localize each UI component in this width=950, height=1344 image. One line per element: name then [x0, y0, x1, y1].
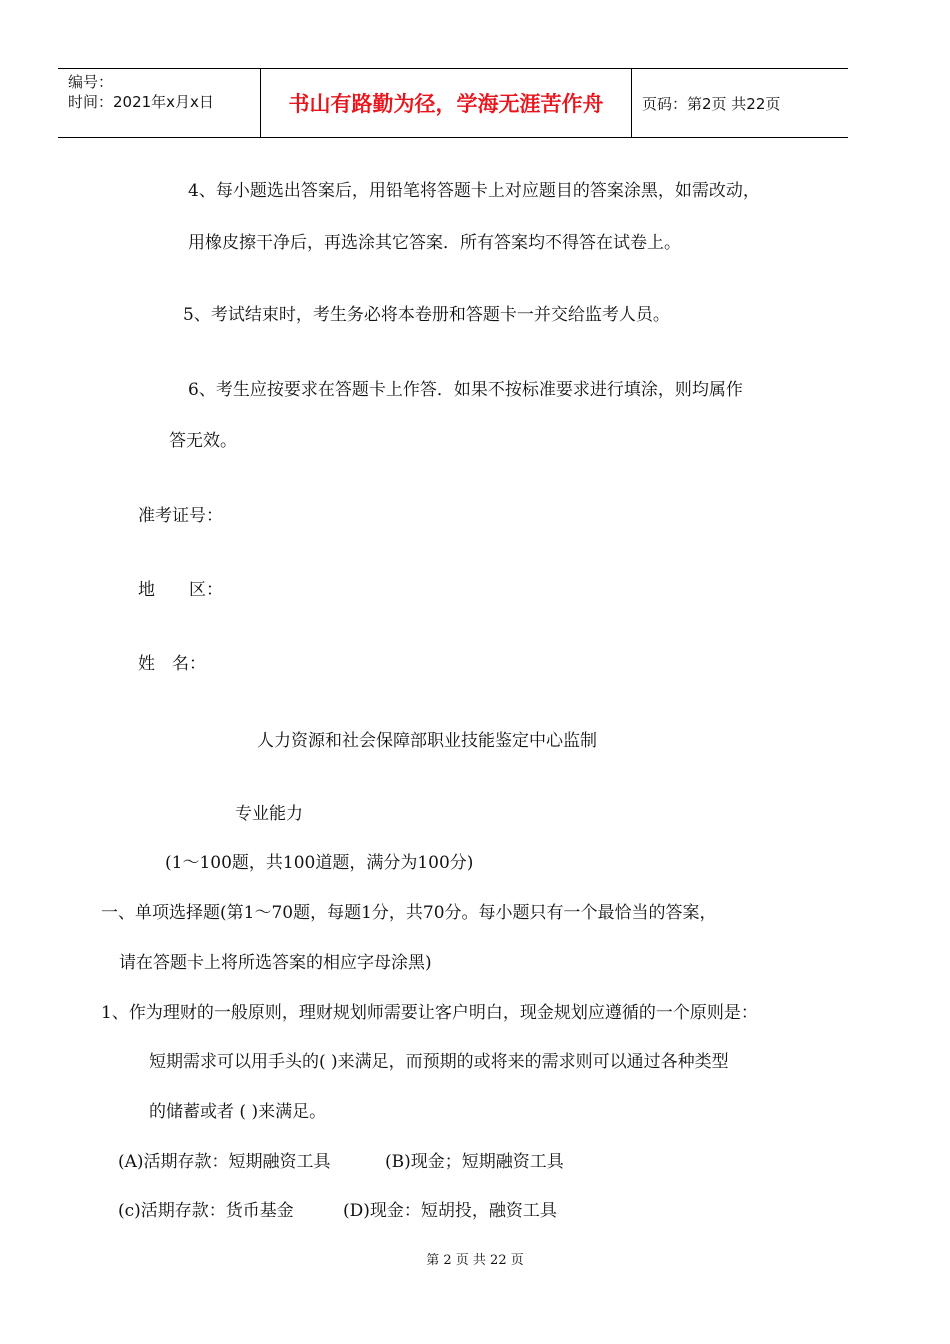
- serial-label: 编号：: [68, 73, 114, 91]
- name-field: 姓 名：: [138, 654, 206, 674]
- page-footer: 第 2 页 共 22 页: [426, 1253, 524, 1268]
- page-header: [58, 68, 848, 138]
- instruction-6-line-1: 6、考生应按要求在答题卡上作答．如果不按标准要求进行填涂，则均属作: [188, 380, 743, 400]
- header-motto: 书山有路勤为径，学海无涯苦作舟: [260, 69, 632, 137]
- header-meta: [58, 69, 260, 137]
- part1-heading-line-2: 请在答题卡上将所选答案的相应字母涂黑): [119, 953, 432, 973]
- region-field: 地 区：: [138, 580, 223, 600]
- time-label: 时间：2021年x月x日: [68, 93, 214, 111]
- exam-id-field: 准考证号：: [138, 506, 223, 526]
- instruction-4-line-1: 4、每小题选出答案后，用铅笔将答题卡上对应题目的答案涂黑，如需改动，: [188, 181, 760, 201]
- question-1-stem-line-3: 的储蓄或者 ( )来满足。: [149, 1102, 327, 1122]
- question-1-option-c: (c)活期存款：货币基金: [118, 1201, 294, 1221]
- header-page-info: 页码：第2页 共22页: [642, 94, 781, 113]
- section-title: 专业能力: [235, 804, 303, 824]
- instruction-6-line-2: 答无效。: [169, 431, 237, 451]
- part1-heading-line-1: 一、单项选择题(第1～70题，每题1分，共70分。每小题只有一个最恰当的答案，: [101, 903, 717, 923]
- question-1-stem-line-1: 1、作为理财的一般原则，理财规划师需要让客户明白，现金规划应遵循的一个原则是：: [101, 1003, 758, 1023]
- section-range: (1～100题，共100道题，满分为100分): [165, 853, 474, 873]
- question-1-option-a: (A)活期存款：短期融资工具: [118, 1152, 331, 1172]
- supervisor-line: 人力资源和社会保障部职业技能鉴定中心监制: [257, 731, 597, 751]
- question-1-option-b: (B)现金；短期融资工具: [385, 1152, 564, 1172]
- instruction-5: 5、考试结束时，考生务必将本卷册和答题卡一并交给监考人员。: [183, 305, 670, 325]
- question-1-option-d: (D)现金：短胡投，融资工具: [343, 1201, 557, 1221]
- question-1-stem-line-2: 短期需求可以用手头的( )来满足，而预期的或将来的需求则可以通过各种类型: [149, 1052, 729, 1072]
- instruction-4-line-2: 用橡皮擦干净后，再选涂其它答案．所有答案均不得答在试卷上。: [188, 233, 681, 253]
